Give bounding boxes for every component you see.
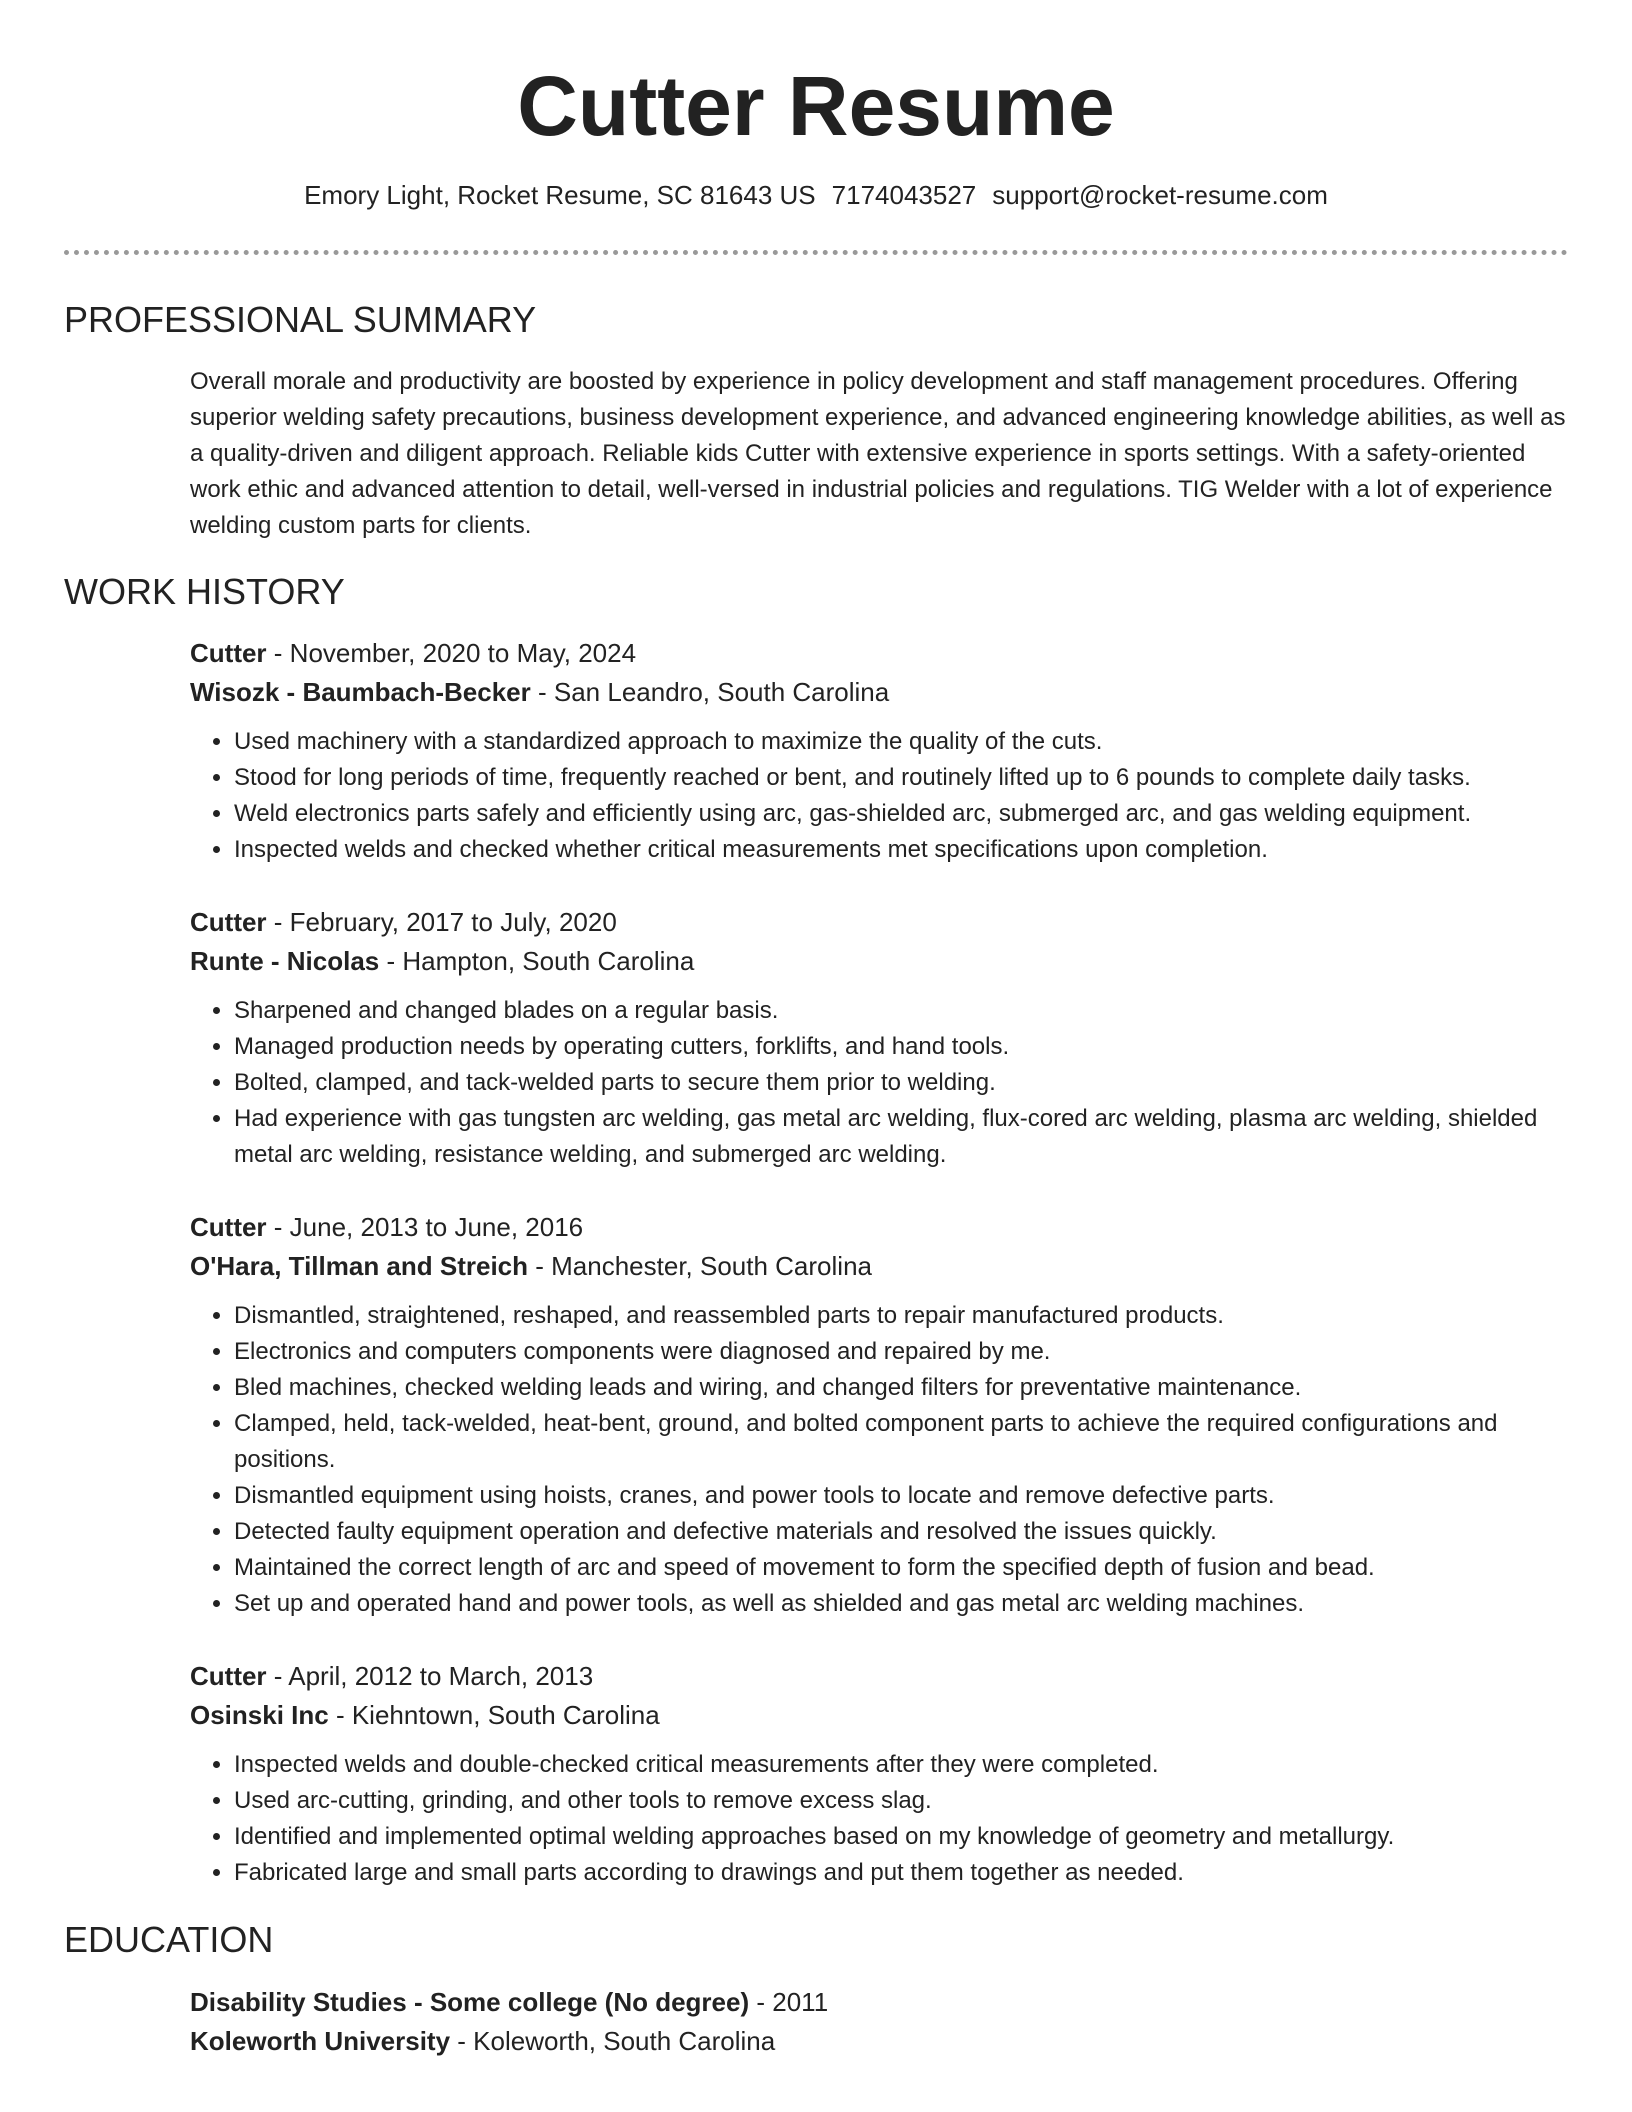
- job-entry: [190, 903, 1568, 1173]
- job-company: Runte - Nicolas: [190, 946, 380, 976]
- job-bullets: [190, 1298, 1568, 1622]
- job-bullet: • Bled machines, checked welding leads and wiring, and changed filters for preventative maintenance.: [234, 1370, 1568, 1406]
- resume-title: Cutter Resume: [517, 59, 1115, 153]
- job-bullet: • Set up and operated hand and power tools, as well as shielded and gas metal arc welding machines.: [234, 1586, 1568, 1622]
- job-company: Osinski Inc: [190, 1700, 329, 1730]
- job-bullet: • Had experience with gas tungsten arc welding, gas metal arc welding, flux-cored arc welding, plasma arc welding, shielded metal arc welding, resistance welding, and submerged arc welding.: [234, 1101, 1568, 1173]
- job-entry: [190, 1657, 1568, 1891]
- job-dates: - June, 2013 to June, 2016: [266, 1212, 584, 1242]
- contact-line: [0, 178, 1632, 212]
- section-title-education: EDUCATION: [64, 1919, 274, 1960]
- job-bullet: • Fabricated large and small parts according to drawings and put them together as needed.: [234, 1855, 1568, 1891]
- education-degree: Disability Studies - Some college (No degree): [190, 1987, 750, 2017]
- job-bullet: • Weld electronics parts safely and efficiently using arc, gas-shielded arc, submerged arc, and gas welding equipment.: [234, 796, 1568, 832]
- job-bullet: • Sharpened and changed blades on a regular basis.: [234, 993, 1568, 1029]
- job-location: - Manchester, South Carolina: [528, 1251, 872, 1281]
- job-title-line: [190, 903, 1568, 942]
- job-dates: - February, 2017 to July, 2020: [266, 907, 617, 937]
- job-title-line: [190, 1208, 1568, 1247]
- job-role: Cutter: [190, 907, 267, 937]
- job-company-line: [190, 673, 1568, 712]
- job-title-line: [190, 634, 1568, 673]
- job-entry: [190, 1208, 1568, 1622]
- job-bullet: • Inspected welds and double-checked critical measurements after they were completed.: [234, 1747, 1568, 1783]
- job-bullets: [190, 724, 1568, 868]
- job-bullet: • Used arc-cutting, grinding, and other tools to remove excess slag.: [234, 1783, 1568, 1819]
- job-role: Cutter: [190, 1212, 267, 1242]
- job-bullets: [190, 1747, 1568, 1891]
- education-degree-line: [190, 1983, 1568, 2022]
- job-location: - Hampton, South Carolina: [379, 946, 695, 976]
- job-bullet: • Used machinery with a standardized approach to maximize the quality of the cuts.: [234, 724, 1568, 760]
- job-bullet: • Bolted, clamped, and tack-welded parts to secure them prior to welding.: [234, 1065, 1568, 1101]
- section-title-summary: PROFESSIONAL SUMMARY: [64, 299, 537, 340]
- job-dates: - November, 2020 to May, 2024: [266, 638, 637, 668]
- section-title-work: WORK HISTORY: [64, 571, 345, 612]
- job-bullets: [190, 993, 1568, 1173]
- header-divider: [64, 250, 1568, 255]
- job-title-line: [190, 1657, 1568, 1696]
- job-bullet: • Managed production needs by operating cutters, forklifts, and hand tools.: [234, 1029, 1568, 1065]
- job-company-line: [190, 942, 1568, 981]
- education-entry: [190, 1983, 1568, 2061]
- job-company-line: [190, 1247, 1568, 1286]
- job-bullet: • Dismantled, straightened, reshaped, and reassembled parts to repair manufactured products.: [234, 1298, 1568, 1334]
- contact-email: support@rocket-resume.com: [992, 180, 1328, 210]
- job-entry: [190, 634, 1568, 868]
- job-bullet: • Inspected welds and checked whether critical measurements met specifications upon completion.: [234, 832, 1568, 868]
- job-role: Cutter: [190, 638, 267, 668]
- job-company-line: [190, 1696, 1568, 1735]
- job-bullet: • Maintained the correct length of arc and speed of movement to form the specified depth of fusion and bead.: [234, 1550, 1568, 1586]
- summary-text: Overall morale and productivity are boosted by experience in policy development and staff management procedures. Offering superior welding safety precautions, business development experience, and advanced engineering knowledge abilities, as well as a quality-driven and diligent approach. Reliable kids Cutter with extensive experience in sports settings. With a safety-oriented work ethic and advanced attention to detail, well-versed in industrial policies and regulations. TIG Welder with a lot of experience welding custom parts for clients.: [190, 368, 1566, 539]
- job-bullet: • Identified and implemented optimal welding approaches based on my knowledge of geometry and metallurgy.: [234, 1819, 1568, 1855]
- job-role: Cutter: [190, 1661, 267, 1691]
- education-school-line: [190, 2022, 1568, 2061]
- job-location: - San Leandro, South Carolina: [530, 677, 890, 707]
- education-school: Koleworth University: [190, 2026, 451, 2056]
- job-bullet: • Stood for long periods of time, frequently reached or bent, and routinely lifted up to 6 pounds to complete daily tasks.: [234, 760, 1568, 796]
- job-bullet: • Dismantled equipment using hoists, cranes, and power tools to locate and remove defective parts.: [234, 1478, 1568, 1514]
- contact-address: Emory Light, Rocket Resume, SC 81643 US: [304, 180, 816, 210]
- job-location: - Kiehntown, South Carolina: [328, 1700, 660, 1730]
- contact-phone: 7174043527: [831, 180, 977, 210]
- job-bullet: • Clamped, held, tack-welded, heat-bent, ground, and bolted component parts to achieve the required configurations and positions.: [234, 1406, 1568, 1478]
- job-bullet: • Detected faulty equipment operation and defective materials and resolved the issues quickly.: [234, 1514, 1568, 1550]
- education-location: - Koleworth, South Carolina: [450, 2026, 776, 2056]
- job-company: O'Hara, Tillman and Streich: [190, 1251, 529, 1281]
- job-company: Wisozk - Baumbach-Becker: [190, 677, 531, 707]
- education-year: - 2011: [749, 1987, 829, 2017]
- job-bullet: • Electronics and computers components were diagnosed and repaired by me.: [234, 1334, 1568, 1370]
- job-dates: - April, 2012 to March, 2013: [266, 1661, 594, 1691]
